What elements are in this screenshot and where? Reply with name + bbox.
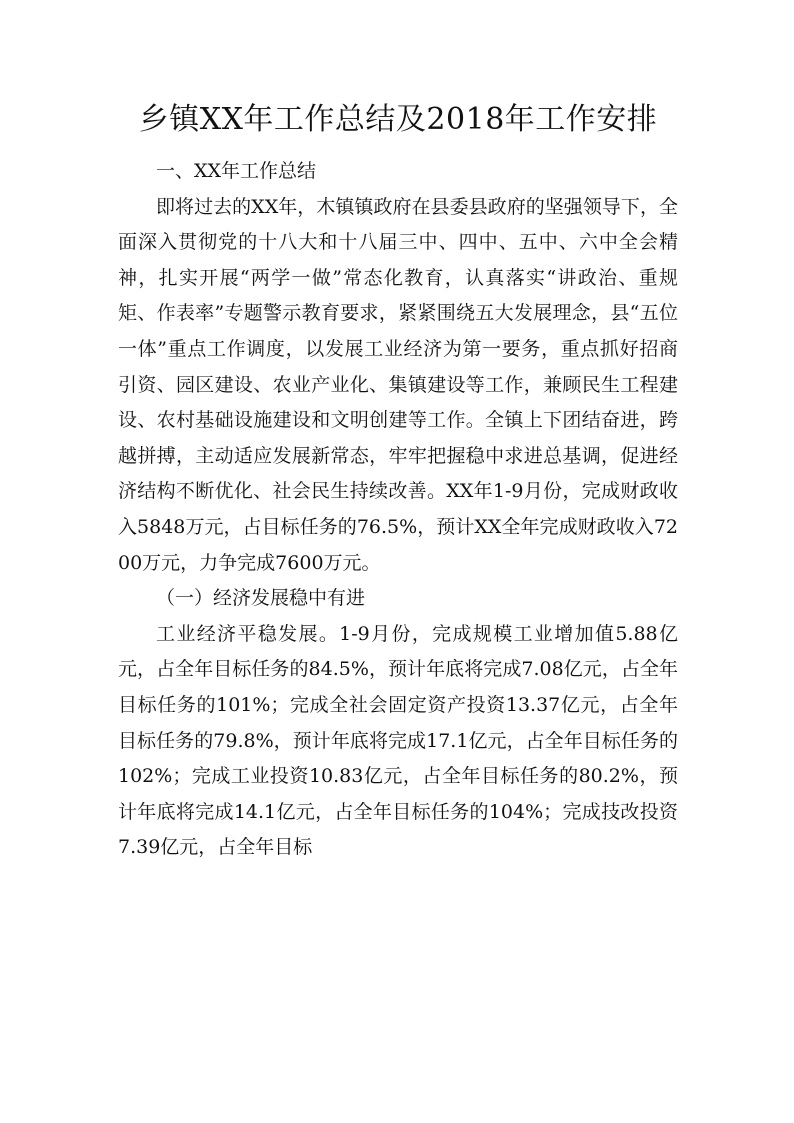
section-heading: 一、XX年工作总结 — [156, 160, 317, 182]
document-title: 乡镇XX年工作总结及2018年工作安排 — [138, 102, 658, 137]
summary-paragraph: 即将过去的XX年，木镇镇政府在县委县政府的坚强领导下，全面深入贯彻党的十八大和十八届三中、四中、五中、六中全会精神，扎实开展“两学一做”常态化教育，认真落实“讲政治、重规矩、作表率”专题警示教育要求，紧紧围绕五大发展理念，县“五位一体”重点工作调度，以发展工业经济为第一要务，重点抓好招商引资、园区建设、农业产业化、集镇建设等工作，兼顾民生工程建设、农村基础设施建设和文明创建等工作。全镇上下团结奋进，跨越拼搏，主动适应发展新常态，牢牢把握稳中求进总基调，促进经济结构不断优化、社会民生持续改善。XX年1-9月份，完成财政收入5848万元，占目标任务的76.5%，预计XX全年完成财政收入7200万元，力争完成7600万元。 — [118, 195, 678, 574]
document-page — [118, 92, 678, 866]
subsection-heading: （一）经济发展稳中有进 — [156, 587, 366, 610]
industry-paragraph: 工业经济平稳发展。1-9月份，完成规模工业增加值5.88亿元，占全年目标任务的84.5%，预计年底将完成7.08亿元，占全年目标任务的101%；完成全社会固定资产投资13.37亿元，占全年目标任务的79.8%，预计年底将完成17.1亿元，占全年目标任务的102%；完成工业投资10.83亿元，占全年目标任务的80.2%，预计年底将完成14.1亿元，占全年目标任务的104%；完成技改投资7.39亿元，占全年目标 — [118, 622, 678, 859]
